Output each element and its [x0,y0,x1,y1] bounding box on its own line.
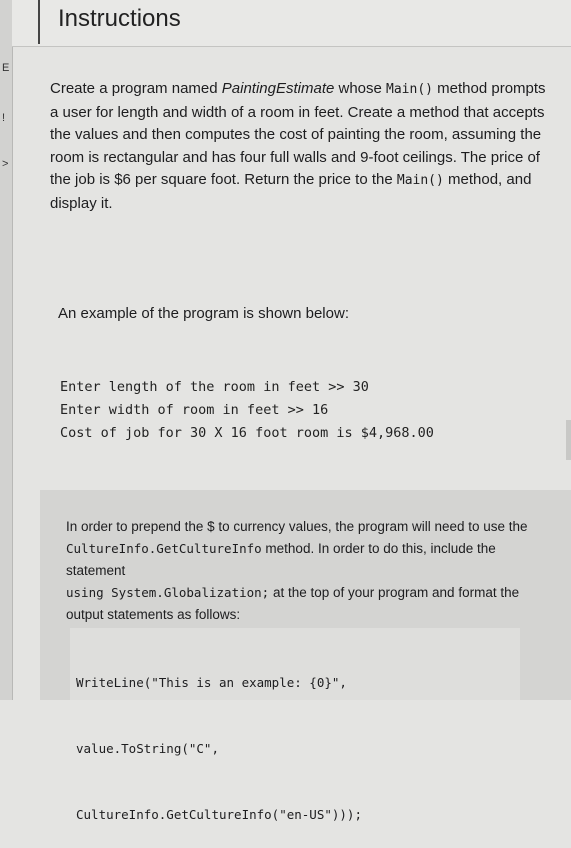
rail-mark: > [2,158,9,170]
code-inline: CultureInfo.GetCultureInfo [66,541,262,556]
code-sample [76,628,362,848]
rail-mark: ! [2,112,6,124]
instructions-paragraph [50,78,550,216]
example-output [60,376,434,445]
text: at the top of your program and format the output statements as follows: [66,585,520,622]
code-inline: using System.Globalization; [66,585,270,600]
code-line: Enter width of room in feet >> 16 [60,402,329,418]
program-name: PaintingEstimate [221,80,335,97]
code-line: CultureInfo.GetCultureInfo("en-US"))); [76,807,362,822]
title-bar [12,0,571,47]
code-line: WriteLine("This is an example: {0}", [76,675,347,690]
text: method, and display it. [50,171,532,212]
page-title: Instructions [58,5,181,32]
divider [38,0,40,44]
instructions-body [50,78,550,216]
note-text [66,516,536,626]
example-intro: An example of the program is shown below: [58,305,349,322]
code-line: value.ToString("C", [76,741,219,756]
left-rail [0,0,13,700]
scrollbar[interactable] [566,420,571,460]
code-main: Main() [396,173,444,189]
text: method prompts a user for length and width of a room in feet. Create a method that accepts the values and then computes the cost of painting the room, assuming the room is rectangular and has four full walls and 9-foot ceilings. The price of the job is $6 per square foot. Return the price to the [50,80,546,189]
text: whose [334,80,387,97]
code-line: Enter length of the room in feet >> 30 [60,379,369,395]
text: In order to prepend the $ to currency values, the program will need to use the [66,519,528,534]
text: Create a program named [50,80,222,97]
code-main: Main() [386,82,433,97]
text: method. In order to do this, include the statement [66,541,496,578]
code-line: Cost of job for 30 X 16 foot room is $4,968.00 [60,425,434,441]
rail-mark: E [2,62,10,74]
